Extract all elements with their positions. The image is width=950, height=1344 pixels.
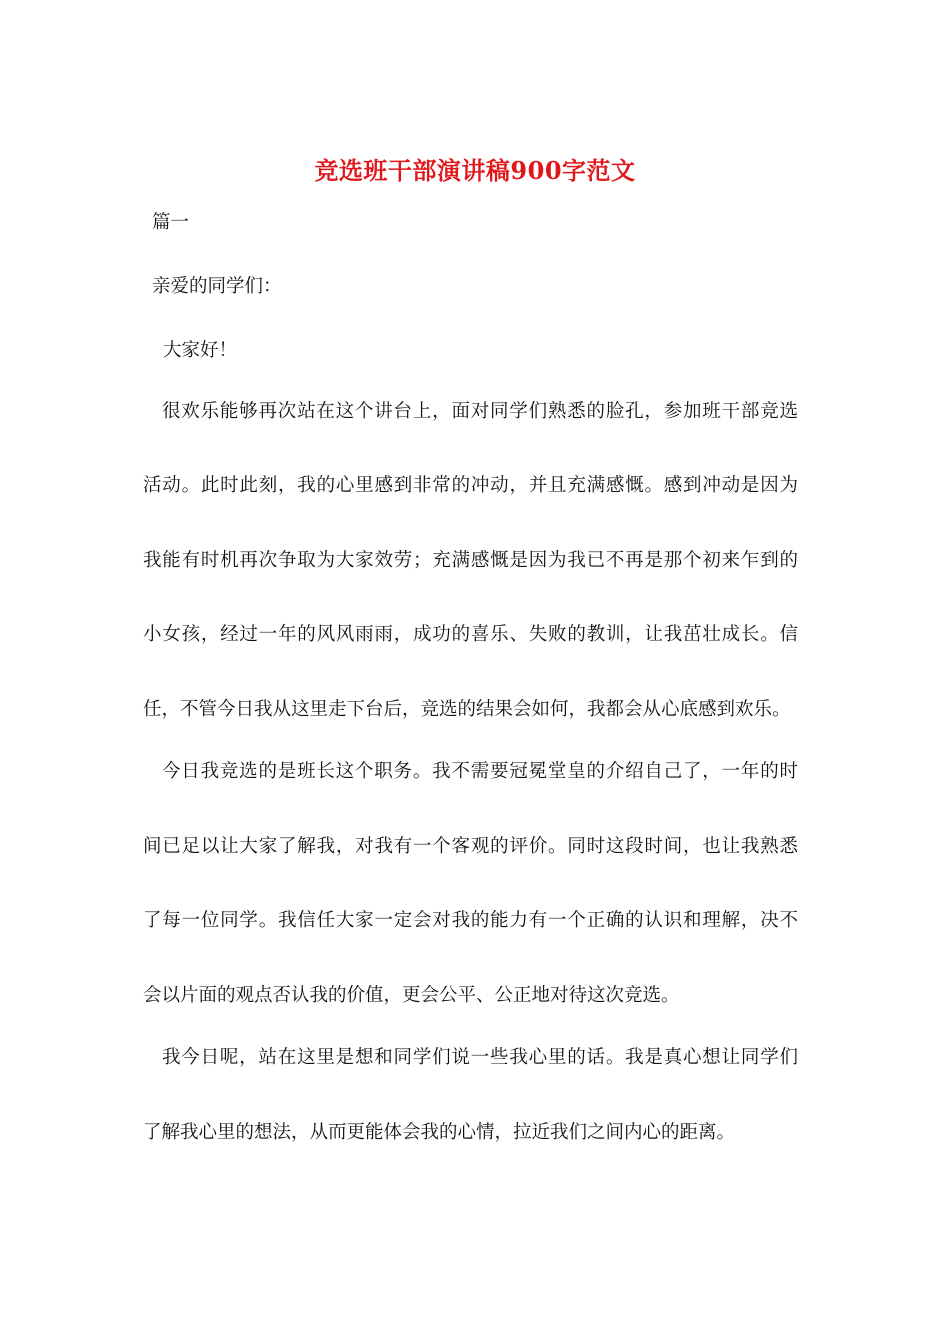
paragraph-2-line-1: 今日我竞选的是班长这个职务。我不需要冠冕堂皇的介绍自己了，一年的时 <box>162 761 798 782</box>
paragraph-1-line-2: 活动。此时此刻，我的心里感到非常的冲动，并且充满感慨。感到冲动是因为 <box>143 475 798 496</box>
paragraph-1-line-1: 很欢乐能够再次站在这个讲台上，面对同学们熟悉的脸孔，参加班干部竞选 <box>162 401 798 422</box>
paragraph-1-line-4: 小女孩，经过一年的风风雨雨，成功的喜乐、失败的教训，让我茁壮成长。信 <box>143 624 798 645</box>
paragraph-2-line-2: 间已足以让大家了解我，对我有一个客观的评价。同时这段时间，也让我熟悉 <box>143 836 798 857</box>
paragraph-2-line-3: 了每一位同学。我信任大家一定会对我的能力有一个正确的认识和理解，决不 <box>143 910 798 931</box>
paragraph-2-line-4: 会以片面的观点否认我的价值，更会公平、公正地对待这次竞选。 <box>143 985 680 1006</box>
section-label: 篇一 <box>152 212 190 233</box>
paragraph-1-line-5: 任，不管今日我从这里走下台后，竞选的结果会如何，我都会从心底感到欢乐。 <box>143 699 791 720</box>
salutation: 亲爱的同学们： <box>152 276 282 297</box>
paragraph-3-line-2: 了解我心里的想法，从而更能体会我的心情，拉近我们之间内心的距离。 <box>143 1122 736 1143</box>
paragraph-3-line-1: 我今日呢，站在这里是想和同学们说一些我心里的话。我是真心想让同学们 <box>162 1047 798 1068</box>
greeting: 大家好！ <box>163 340 238 361</box>
paragraph-1-line-3: 我能有时机再次争取为大家效劳；充满感慨是因为我已不再是那个初来乍到的 <box>143 550 798 571</box>
document-title: 竞选班干部演讲稿900字范文 <box>314 156 636 185</box>
